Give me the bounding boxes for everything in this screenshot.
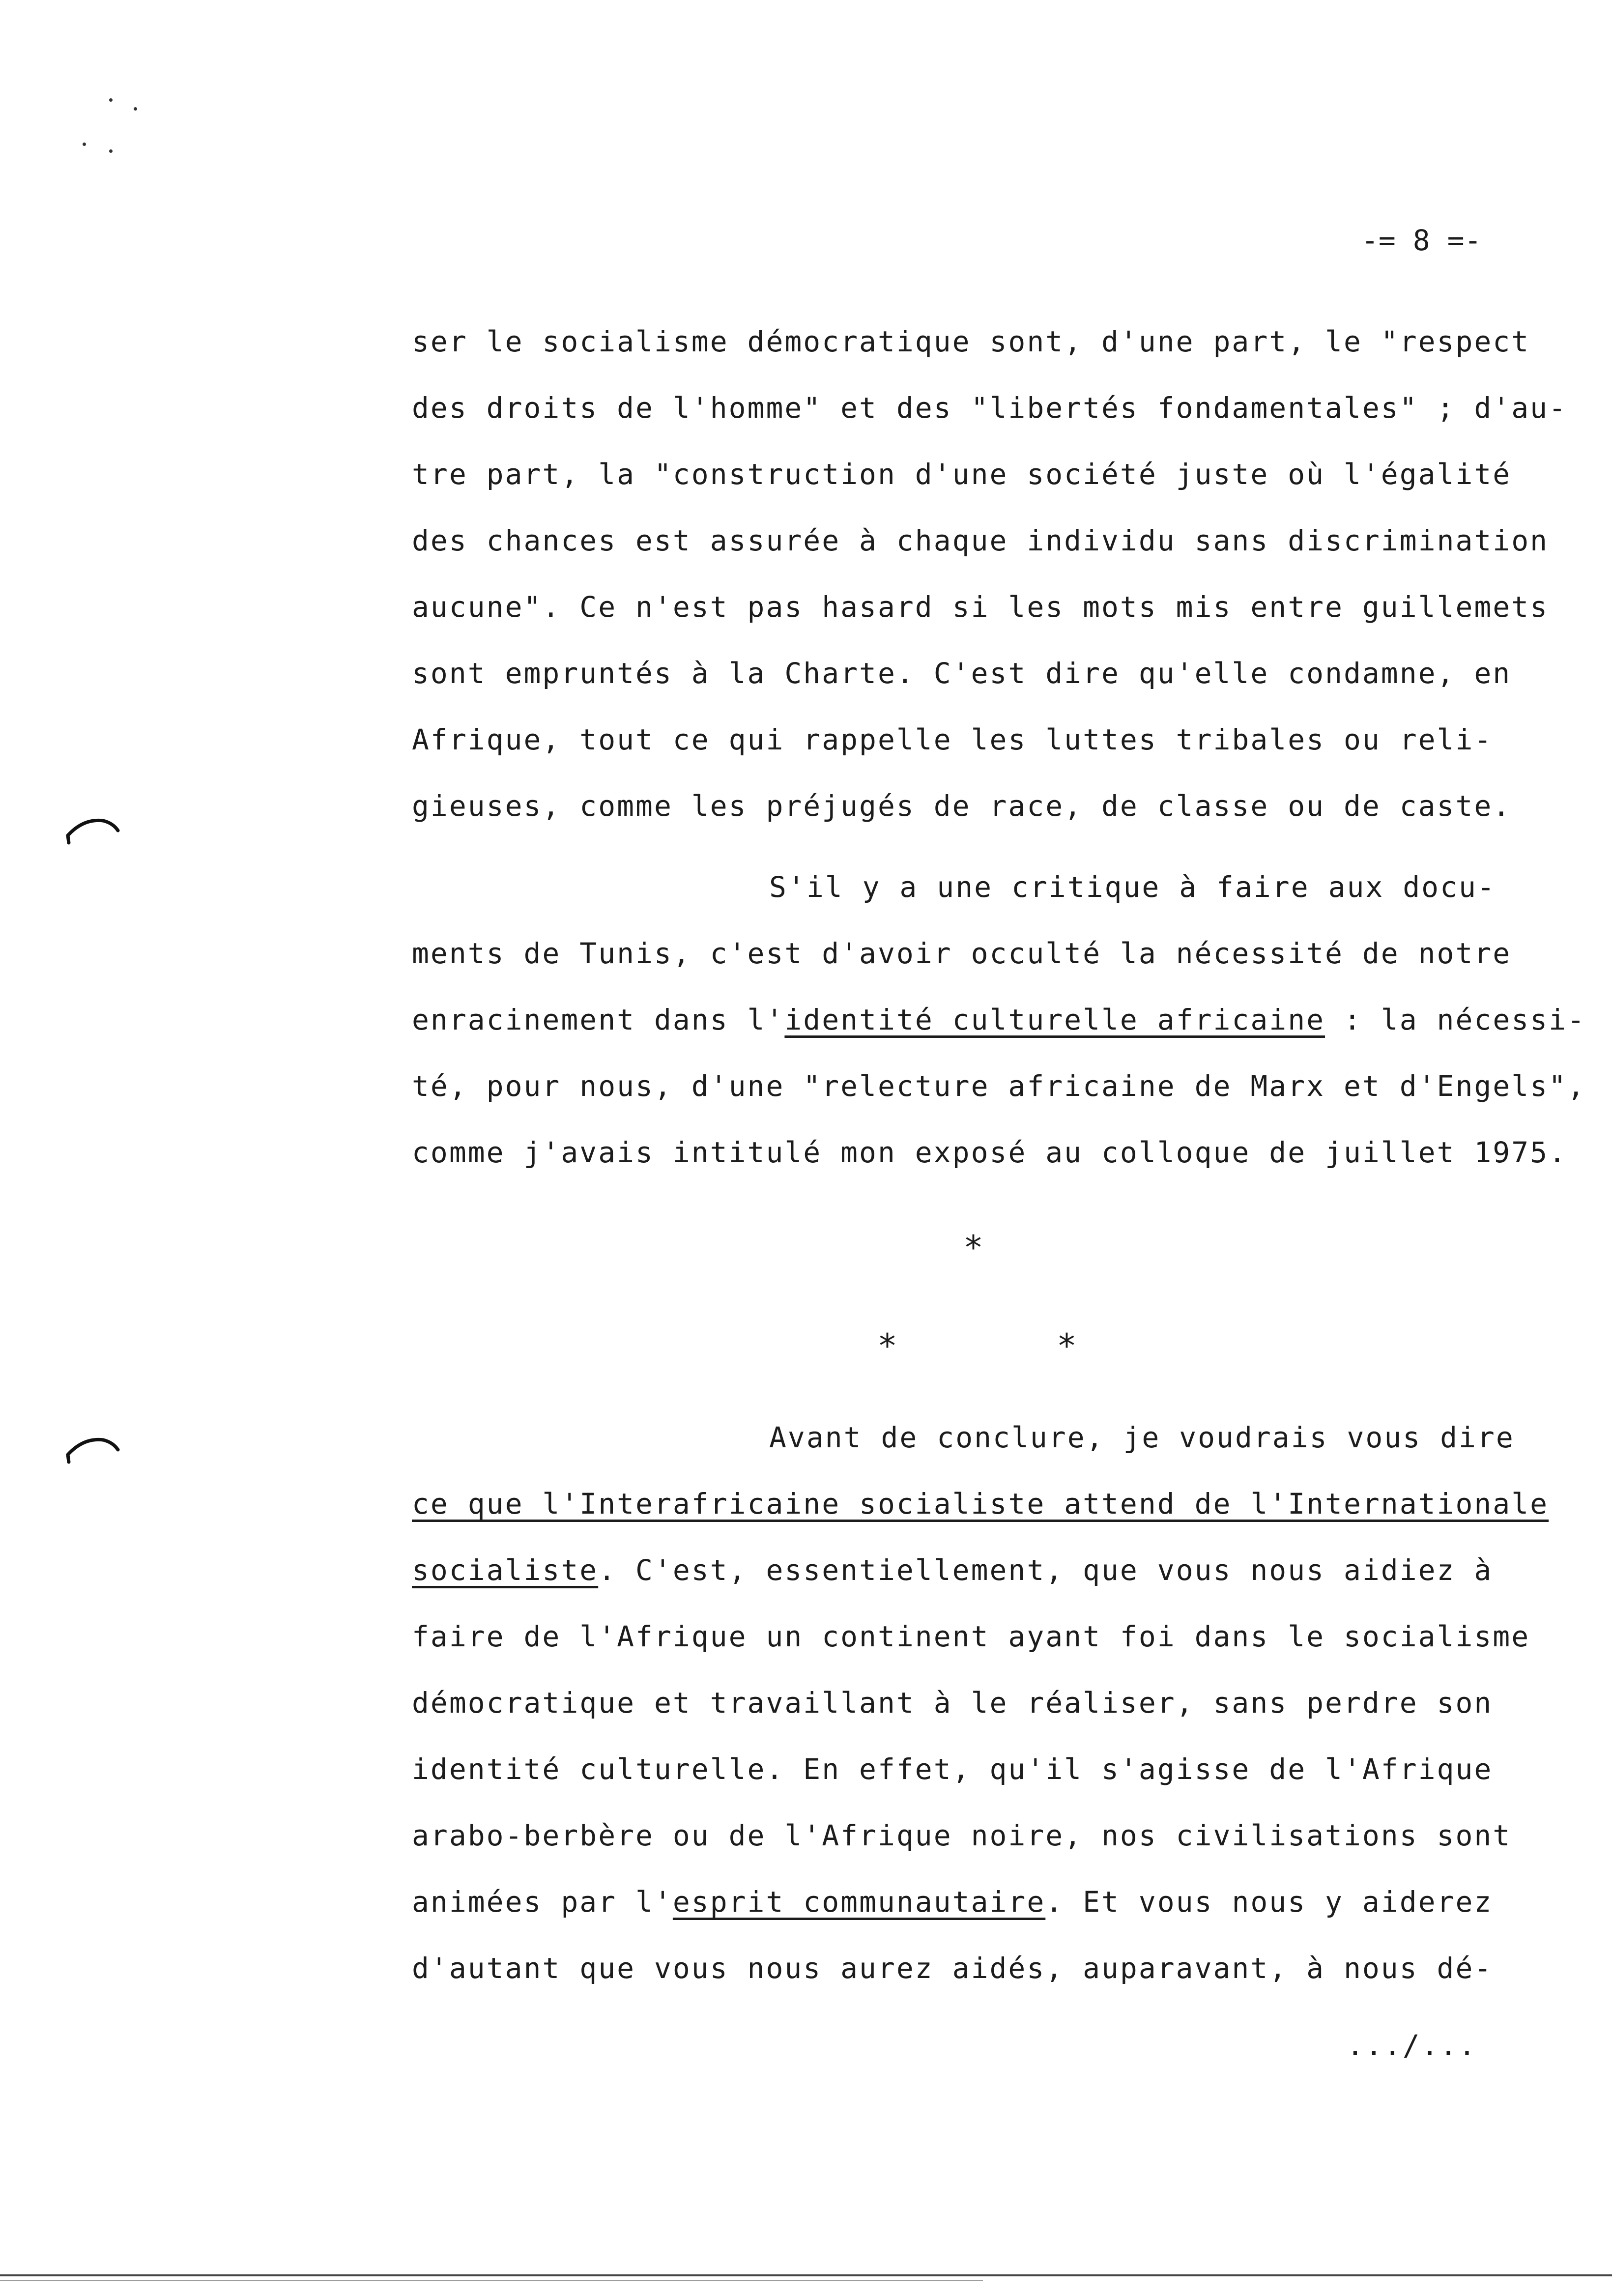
separator-asterisk: * xyxy=(877,1327,897,1366)
binder-mark-icon xyxy=(64,1435,123,1464)
page-bottom-rule xyxy=(0,2274,1612,2276)
text-line: comme j'avais intitulé mon exposé au colloque de juillet 1975. xyxy=(412,1136,1567,1169)
text-line: arabo-berbère ou de l'Afrique noire, nos civilisations sont xyxy=(412,1819,1512,1852)
text-line: socialiste. C'est, essentiellement, que vous nous aidiez à xyxy=(412,1553,1493,1587)
text-line: ser le socialisme démocratique sont, d'une part, le "respect xyxy=(412,325,1530,358)
text-line: té, pour nous, d'une "relecture africaine de Marx et d'Engels", xyxy=(412,1069,1586,1103)
text-line xyxy=(412,1484,1549,1523)
underlined-phrase: esprit communautaire xyxy=(672,1885,1046,1919)
text-line: sont empruntés à la Charte. C'est dire qu'elle condamne, en xyxy=(412,657,1512,690)
text-line: identité culturelle. En effet, qu'il s'agisse de l'Afrique xyxy=(412,1752,1493,1786)
underlined-phrase: ce que l'Interafricaine socialiste attend de l'Internationale xyxy=(412,1487,1549,1521)
binder-mark-icon xyxy=(64,816,123,845)
text-line: démocratique et travaillant à le réaliser, sans perdre son xyxy=(412,1686,1493,1720)
text-line: S'il y a une critique à faire aux docu- xyxy=(769,870,1496,904)
scan-speck xyxy=(83,143,86,146)
text-line: tre part, la "construction d'une société juste où l'égalité xyxy=(412,458,1512,491)
text-line: Afrique, tout ce qui rappelle les luttes tribales ou reli- xyxy=(412,723,1493,756)
page-number: -= 8 =- xyxy=(1361,224,1482,257)
text-line: des chances est assurée à chaque individu sans discrimination xyxy=(412,524,1549,557)
scan-speck xyxy=(134,107,137,111)
scan-speck xyxy=(109,98,113,102)
text-line: faire de l'Afrique un continent ayant foi dans le socialisme xyxy=(412,1620,1530,1653)
scan-speck xyxy=(109,149,113,153)
text-line: d'autant que vous nous aurez aidés, auparavant, à nous dé- xyxy=(412,1952,1493,1985)
text-line: aucune". Ce n'est pas hasard si les mots mis entre guillemets xyxy=(412,590,1549,624)
text-line: ments de Tunis, c'est d'avoir occulté la nécessité de notre xyxy=(412,937,1512,970)
underlined-phrase: socialiste xyxy=(412,1553,599,1587)
separator-asterisk: * xyxy=(963,1229,983,1267)
continuation-marker: .../... xyxy=(1347,2029,1477,2062)
underlined-phrase: identité culturelle africaine xyxy=(784,1003,1325,1036)
text-line: Avant de conclure, je voudrais vous dire xyxy=(769,1421,1515,1454)
text-line: des droits de l'homme" et des "libertés fondamentales" ; d'au- xyxy=(412,391,1567,425)
text-line: animées par l'esprit communautaire. Et vous nous y aiderez xyxy=(412,1885,1493,1919)
text-line: gieuses, comme les préjugés de race, de classe ou de caste. xyxy=(412,789,1512,823)
text-line: enracinement dans l'identité culturelle africaine : la nécessi- xyxy=(412,1003,1586,1036)
separator-asterisk: * xyxy=(1057,1327,1077,1366)
page-bottom-rule xyxy=(0,2280,983,2281)
